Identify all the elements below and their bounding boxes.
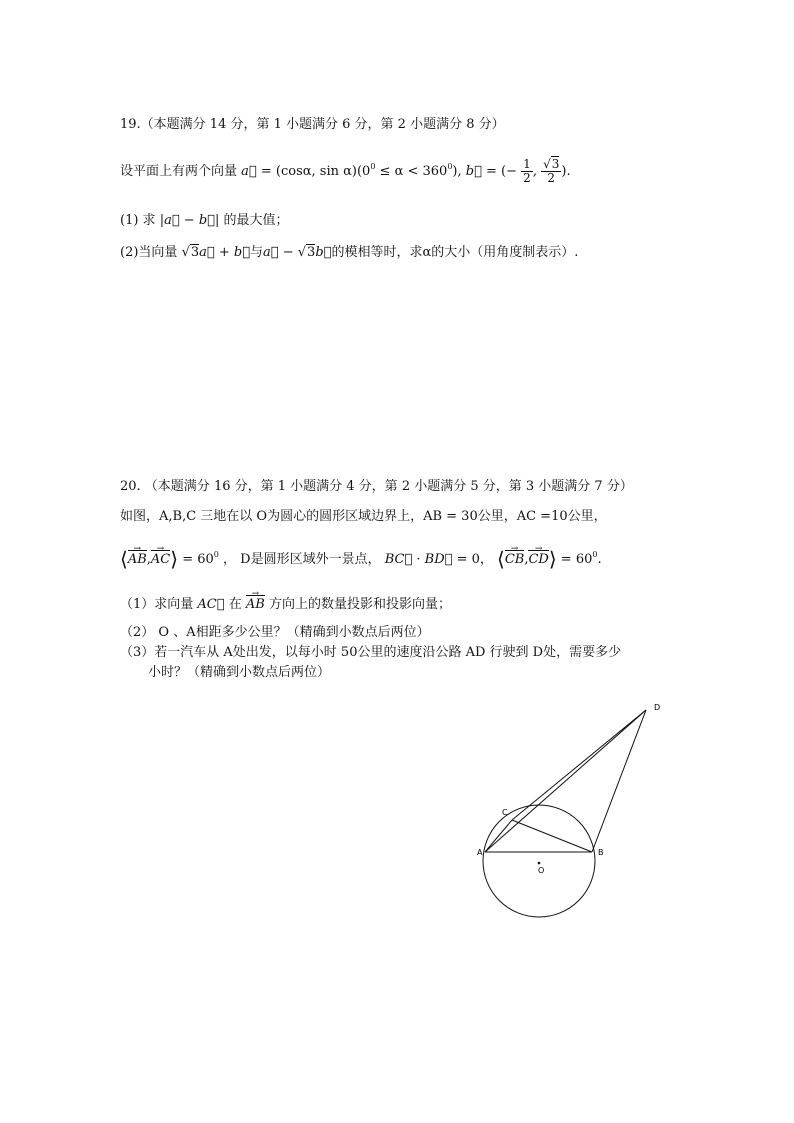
circle-o <box>483 805 595 917</box>
segment-bd <box>592 710 646 852</box>
expr-a-minus-root3b: a⃗ − √3b⃗ <box>263 245 332 260</box>
vector-b-symbol: b⃗ <box>465 164 482 179</box>
q19-intro-line: 设平面上有两个向量 a⃗ = (cosα, $\sin \alpha)(0^0 \le \alpha < 360^0)$, b⃗ = (− $\frac{1}{2}$ , $\frac{√3}{2}$ ). <box>120 157 571 185</box>
segment-cb <box>512 820 592 852</box>
dot-product-bc-bd: BC⃗ · BD⃗ <box>384 552 453 567</box>
expr-root3a-plus-b: √3a⃗ + b⃗ <box>181 245 250 260</box>
geometry-figure <box>470 695 680 930</box>
q19-range: ≤ α < 360 <box>379 164 448 179</box>
center-o-dot <box>538 862 541 865</box>
q19-intro: 设平面上有两个向量 <box>120 164 238 179</box>
label-c: C <box>502 808 508 817</box>
q19-part2: (2)当向量 √3a⃗ + b⃗与a⃗ − √3b⃗的模相等时，求α的大小（用角度制表示）. <box>120 245 579 260</box>
q19-header: 19.（本题满分 14 分，第 1 小题满分 6 分，第 2 小题满分 8 分） <box>120 117 505 132</box>
label-b: B <box>598 848 604 857</box>
q20-header: 20. （本题满分 16 分，第 1 小题满分 4 分，第 2 小题满分 5 分，第 3 小题满分 7 分） <box>120 479 633 494</box>
q19-b-def: = (− <box>486 164 518 179</box>
q20-line2: ⟨AB →,AC →⟩ = $60^0$ ， D是圆形区域外一景点， BC⃗ · BD⃗ = 0， ⟨CB →,CD →⟩ = $60^0$. <box>120 546 602 569</box>
vector-a-symbol: a⃗ <box>241 164 257 179</box>
label-o: O <box>538 866 545 875</box>
q20-part2: （2） O 、A相距多少公里？（精确到小数点后两位） <box>120 625 430 640</box>
label-d: D <box>654 703 661 712</box>
q19-part1: (1) 求 |a⃗ − b⃗| 的最大值； <box>120 213 289 228</box>
abs-a-minus-b: |a⃗ − b⃗| <box>159 213 220 228</box>
q20-line1: 如图，A,B,C 三地在以 O为圆心的圆形区域边界上，AB = 30公里，AC =10公里， <box>120 509 607 524</box>
fraction-root3-half: $\frac{√3}{2}$ <box>543 157 560 185</box>
fraction-one-half: $\frac{1}{2}$ <box>523 157 531 185</box>
segment-cd <box>512 710 646 820</box>
q20-part3-line1: （3）若一汽车从 A处出发，以每小时 50公里的速度沿公路 AD 行驶到 D处，需要多少 <box>120 645 622 660</box>
q20-part1: （1）求向量 AC⃗ 在 AB → 方向上的数量投影和投影向量； <box>120 596 451 614</box>
label-a: A <box>477 848 483 857</box>
q19-a-def: = (cosα, sin α)(0 <box>260 164 371 179</box>
segment-ad <box>485 710 646 852</box>
q20-part3-line2: 小时？（精确到小数点后两位） <box>148 665 331 680</box>
